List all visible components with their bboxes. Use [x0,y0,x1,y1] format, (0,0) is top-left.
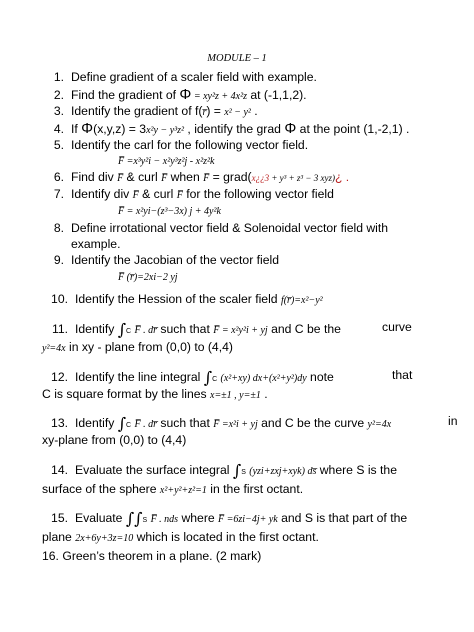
question-text: and S is that part of the [277,511,408,525]
question-text: example. [71,237,121,251]
question-text: Identify the Hession of the scaler field [75,292,281,306]
question-number: 10. [51,292,68,306]
question-16 [42,549,261,564]
question-text: when [167,170,204,184]
equation: (x²+xy) dx+(x²+y²)dy [220,373,307,384]
question-text: Find the gradient of [71,88,180,102]
question-number: 4. [53,122,64,136]
equation: + y³ + z³ − 3 xyz) [269,173,335,183]
vector-f: F̅ [117,173,124,184]
vector-r: r̅ [202,107,207,118]
module-title: MODULE – 1 [207,53,267,64]
question-number: 14. [51,463,68,477]
question-text: ) = [206,104,225,118]
question-number: 5. [53,138,64,152]
question-text: Evaluate [75,511,126,525]
question-text: where [178,511,219,525]
equation: f(r̅)=x²−y² [280,295,323,306]
integral-sign: ∫ [232,461,242,480]
equation: = grad( [209,170,252,184]
question-text: that [392,368,413,382]
question-8 [42,221,462,236]
vector-f: F̅ [132,190,139,201]
equation: F̅ . dr̅ [134,419,157,430]
integral-sign: ∫ [117,320,127,339]
question-text: plane [42,530,76,544]
equation: (yzi+zxj+xyk) ds̅ [249,466,317,477]
equation: x¿¿3 [251,173,270,183]
equation: ¿ . [334,170,350,184]
question-text: Find div [71,170,118,184]
equation: x²y − y³z² [146,125,185,136]
integral-sign: ∫ [203,368,213,387]
question-text: & curl [123,170,162,184]
question-text: such that [156,322,214,336]
question-text: C is square format by the lines [42,387,210,401]
question-text: Identify [75,416,118,430]
integral-sign: ∫ [117,414,127,433]
question-text: & curl [138,187,177,201]
question-number: 11. [51,322,68,336]
integral-limit: C [126,328,132,335]
question-text: , identify the grad [184,122,285,136]
question-15-line-2 [42,530,319,546]
question-number: 12. [51,370,68,384]
question-text: surface of the sphere [42,482,160,496]
question-text: Identify the carl for the following vector field. [71,138,309,152]
question-text: where S is the [316,463,397,477]
equation: F̅ (r̅)=2xi−2 yj [118,272,178,283]
phi-symbol: Φ [284,120,297,137]
question-text: at the point (1,-2,1) . [296,122,410,136]
question-9 [42,253,462,268]
question-14-line-2 [42,482,303,498]
question-text: in [448,414,458,428]
equation: F̅ =6zi−4j+ yk [218,514,278,525]
question-13 [42,414,462,433]
question-6 [42,170,462,186]
question-text: Identify the Jacobian of the vector field [71,253,279,267]
vector-f: F̅ [176,190,183,201]
question-text: such that [156,416,214,430]
question-1 [42,70,462,85]
question-number: 3. [53,104,64,118]
equation: F̅ . dr̅ [134,325,157,336]
question-text: in xy - plane from (0,0) to (4,4) [65,340,233,354]
question-text: Green’s theorem in a plane. (2 mark) [62,549,262,563]
question-text: note [306,370,334,384]
equation: x=±1 , y=±1 [210,390,261,401]
question-text: Define irrotational vector field & Solenoidal vector field with [71,221,389,235]
question-text: curve [382,320,412,334]
equation: y²=4x [367,419,392,430]
question-number: 7. [53,187,64,201]
question-2 [42,87,462,104]
question-text: Define gradient of a scaler field with example. [71,70,317,84]
equation: = xy²z + 4x²z [191,91,247,102]
integral-sign: ∫ [125,509,135,528]
vector-f: F̅ [203,173,210,184]
question-number: 2. [53,88,64,102]
question-text: If [71,122,82,136]
vector-f: F̅ [161,173,168,184]
integral-limit: C [212,376,218,383]
integral-limit: C [126,422,132,429]
question-text: Identify div [71,187,133,201]
question-text: (x,y,z) = 3 [93,122,147,136]
equation: F̅ . nds [150,514,179,525]
question-11-line-2 [42,340,233,356]
question-number: 8. [53,221,64,235]
equation: y²=4x [42,343,66,354]
question-3 [42,104,462,120]
phi-symbol: Φ [179,86,192,103]
integral-limit: S [241,469,246,476]
question-text: . [250,104,258,118]
question-text: in the first octant. [206,482,304,496]
equation: F̅ = x²yi−(z³−3x) j + 4y²k [118,206,221,217]
equation: F̅ = x²y²i + yj [213,325,268,336]
question-text: Identify the gradient of f( [71,104,203,118]
question-text: Identify [75,322,118,336]
question-text: . [260,387,268,401]
question-text: xy-plane from (0,0) to (4,4) [42,433,187,447]
equation: 2x+6y+3z=10 [75,533,134,544]
equation: F̅ =x²i + yj [213,419,258,430]
question-5 [42,138,462,153]
question-14 [42,461,462,480]
integral-sign: ∫ [134,509,143,528]
question-text: and C be the [267,322,341,336]
equation: x² − y² [224,107,251,118]
question-number: 15. [51,511,68,525]
question-text: for the following vector field [182,187,334,201]
question-10 [42,292,462,308]
question-15 [42,509,462,528]
question-text: Identify the line integral [75,370,204,384]
equation: F̅ =x³y²i − x²y³z²j - x²z²k [118,156,215,167]
question-text: Evaluate the surface integral [75,463,233,477]
question-text: and C be the curve [257,416,368,430]
question-number: 13. [51,416,68,430]
equation: x²+y²+z²=1 [159,485,207,496]
question-text: at (-1,1,2). [246,88,307,102]
question-number: 1. [53,70,64,84]
question-number: 6. [53,170,64,184]
question-7 [42,187,462,203]
phi-symbol: Φ [81,120,94,137]
question-number: 16. [42,549,59,563]
question-number: 9. [53,253,64,267]
question-text: which is located in the first octant. [133,530,319,544]
question-12-line-2 [42,387,268,403]
question-4 [42,121,462,138]
integral-limit: S [142,517,148,524]
